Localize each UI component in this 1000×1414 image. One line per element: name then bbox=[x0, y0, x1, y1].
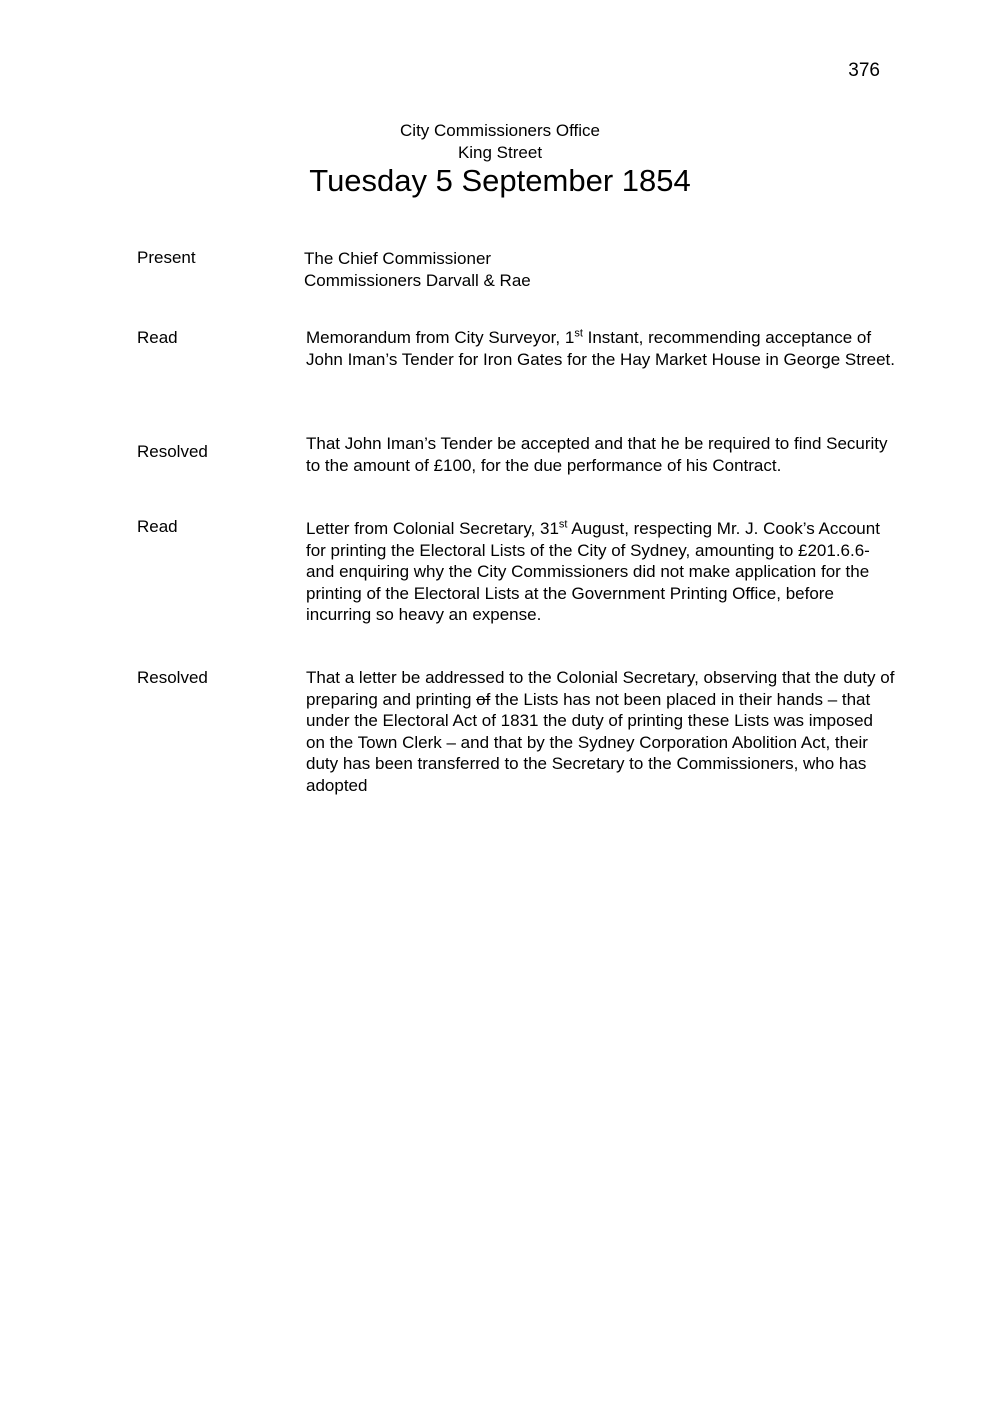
page-title: Tuesday 5 September 1854 bbox=[309, 163, 691, 198]
office-heading: City Commissioners Office bbox=[400, 121, 600, 140]
present-list bbox=[304, 248, 894, 291]
street-heading: King Street bbox=[457, 143, 543, 162]
struck-word: of bbox=[476, 689, 491, 709]
entry-text-part: Memorandum from City Surveyor, 1 bbox=[306, 328, 575, 347]
entry-label-resolved: Resolved bbox=[137, 668, 208, 687]
entry-label-present: Present bbox=[137, 248, 196, 267]
entry-text-reply-resolution bbox=[306, 667, 896, 796]
entry-text-part: Instant, recommending acceptance of John Iman’s Tender for Iron Gates for the Hay Market House in George Street. bbox=[306, 328, 895, 369]
ordinal-suffix: st bbox=[558, 518, 568, 531]
present-line: The Chief Commissioner bbox=[304, 249, 492, 268]
entry-text-tender-resolution: That John Iman’s Tender be accepted and that he be required to find Security to the amount of £100, for the due performance of his Contract. bbox=[306, 434, 888, 475]
entry-text-part: August, respecting Mr. J. Cook’s Account for printing the Electoral Lists of the City of Sydney, amounting to £201.6.6- and enquiring why the City Commissioners did not make application for the printing of the Electoral Lists at the Government Printing Office, before incurring so heavy an expense. bbox=[306, 519, 880, 624]
entry-label-read: Read bbox=[137, 517, 178, 536]
present-line: Commissioners Darvall & Rae bbox=[304, 270, 531, 290]
entry-label-read: Read bbox=[137, 328, 178, 347]
ordinal-suffix: st bbox=[574, 327, 583, 340]
entry-label-resolved: Resolved bbox=[137, 442, 208, 461]
entry-text-memorandum bbox=[306, 327, 896, 370]
entry-text-part: That a letter be addressed to the Colonial Secretary, observing that the duty of preparing and printing bbox=[306, 668, 895, 709]
page-number: 376 bbox=[848, 60, 880, 81]
entry-text-part: the Lists has not been placed in their hands – that under the Electoral Act of 1831 the duty of printing these Lists was imposed on the Town Clerk – and that by the Sydney Corporation Abolition Act, their duty has been transferred to the Secretary to the Commissioners, who has adopted bbox=[306, 689, 874, 795]
entry-text-part: Letter from Colonial Secretary, 31 bbox=[306, 519, 559, 538]
entry-text-colonial-letter bbox=[306, 518, 896, 626]
